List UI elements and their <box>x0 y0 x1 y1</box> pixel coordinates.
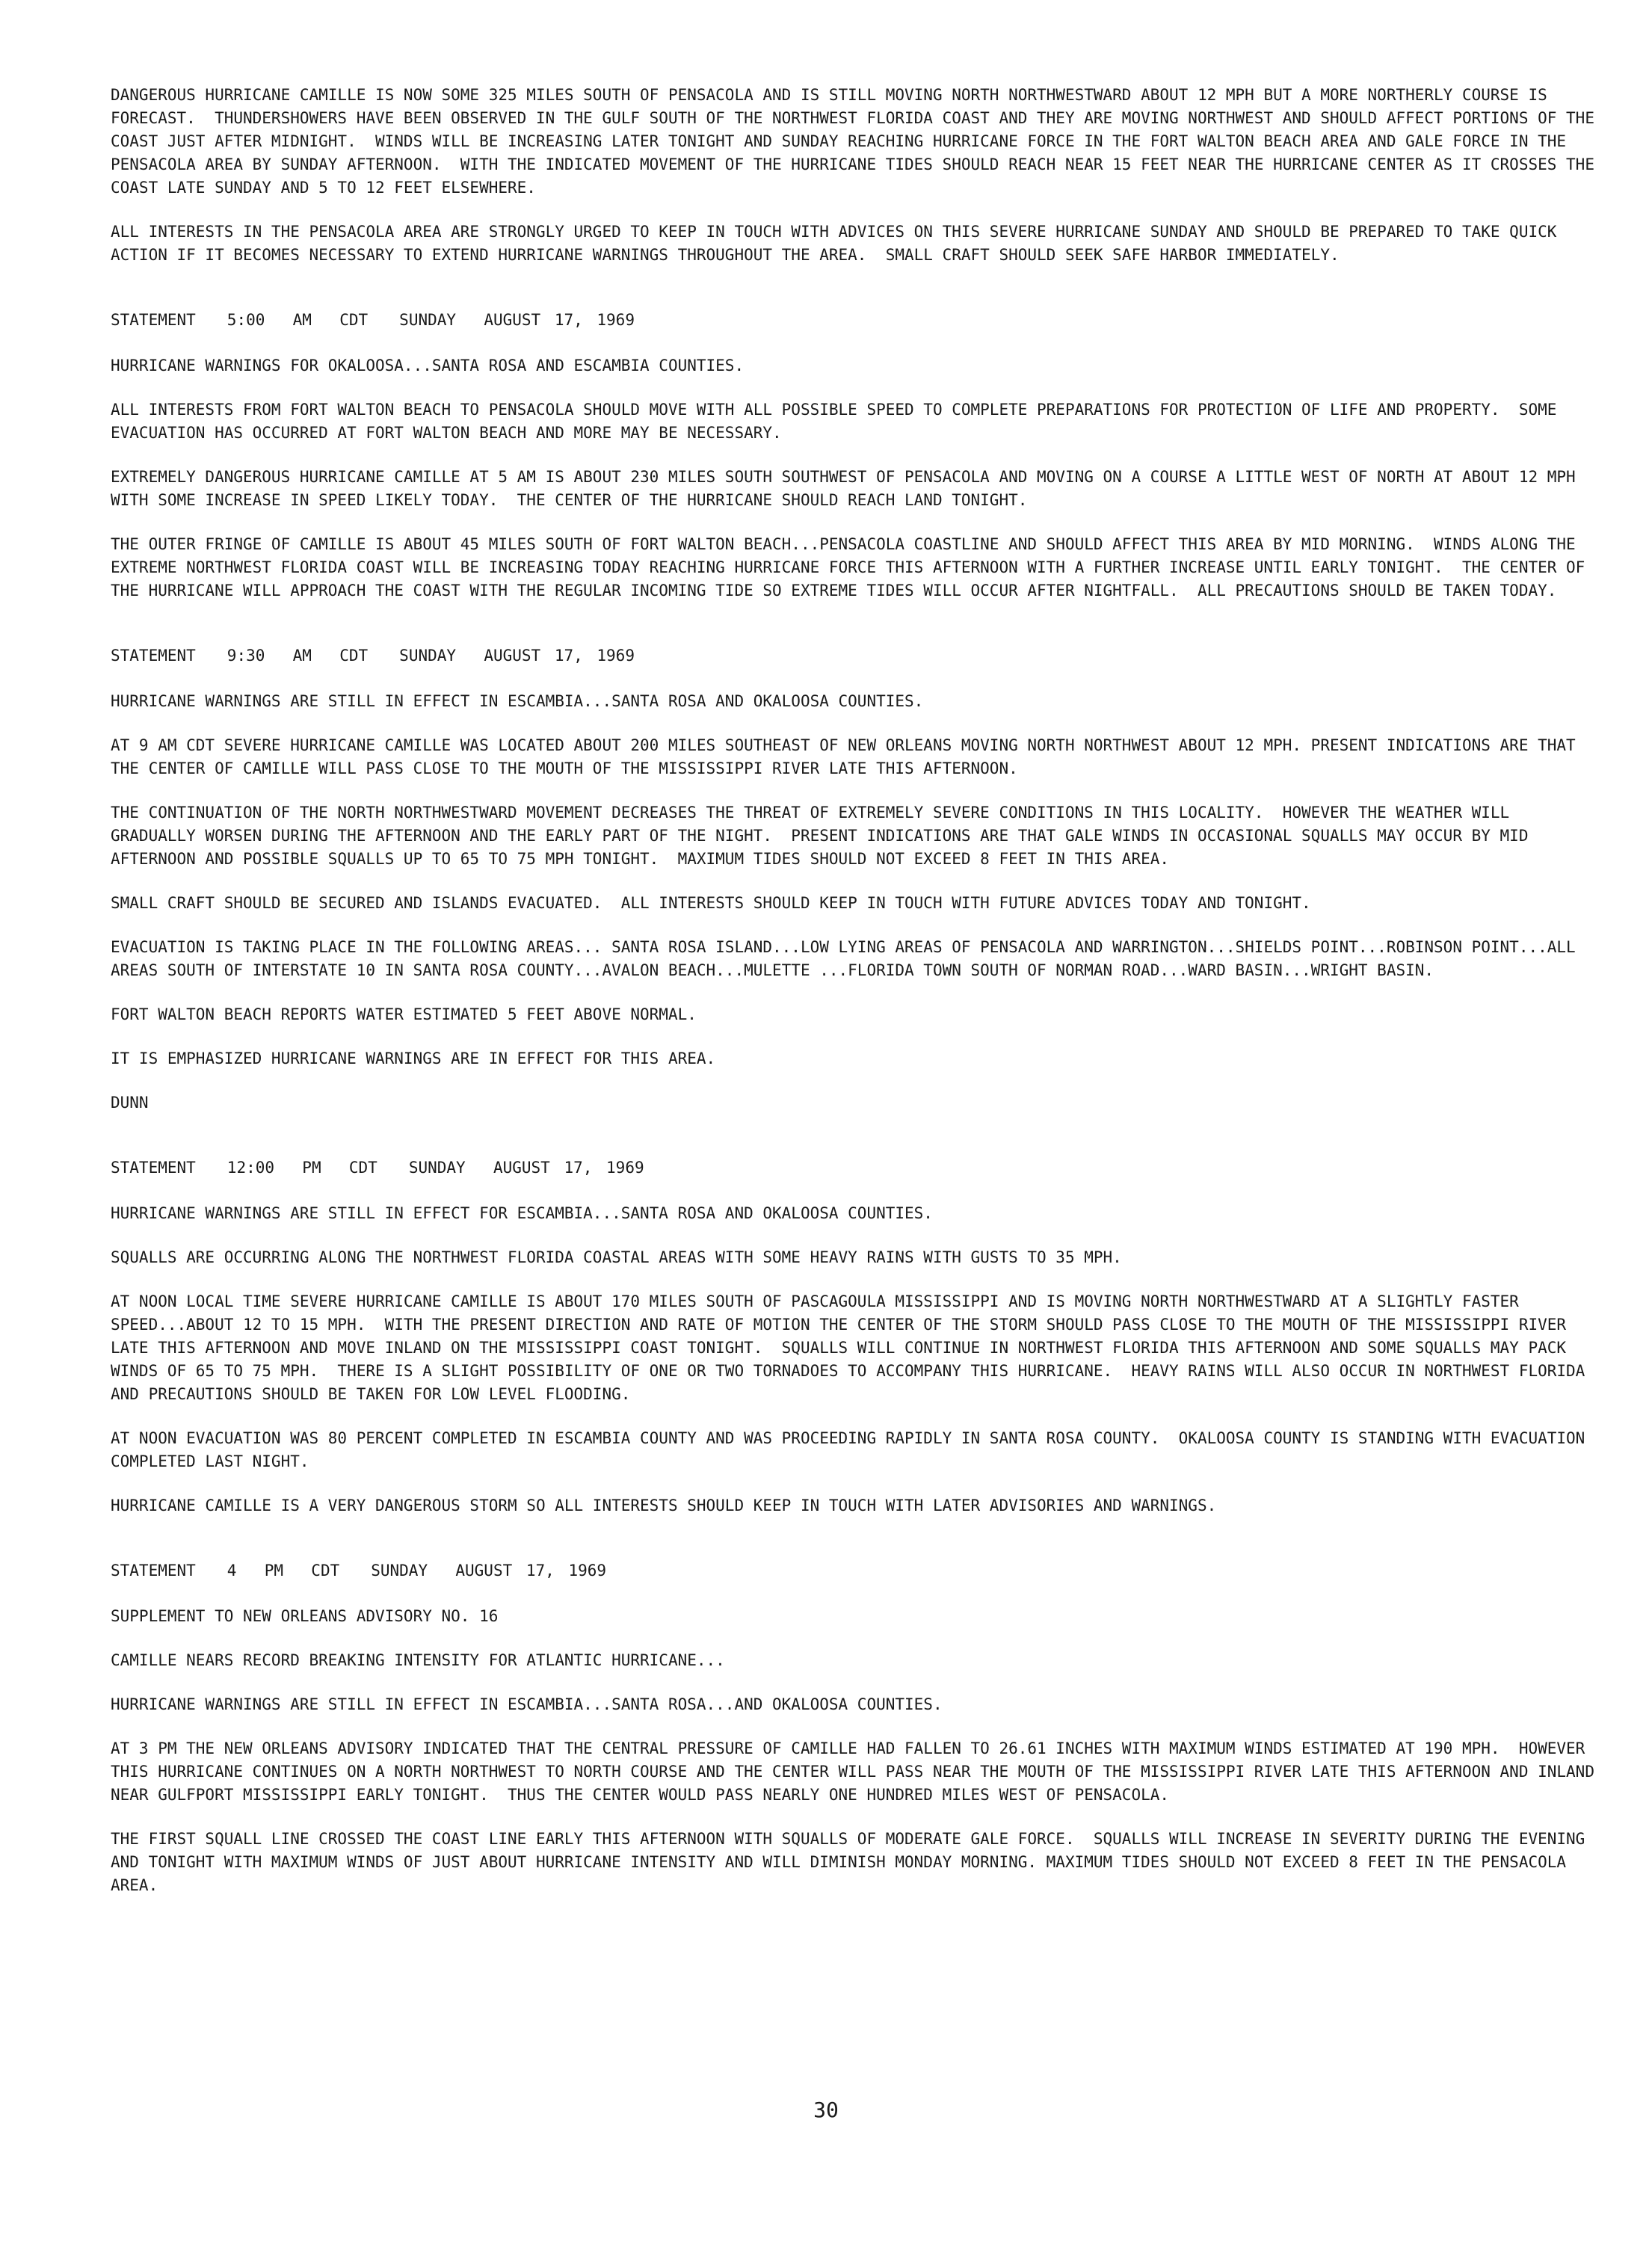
statement-date: SUNDAY AUGUST 17, 1969 <box>399 311 635 329</box>
paragraph: THE OUTER FRINGE OF CAMILLE IS ABOUT 45 MILES SOUTH OF FORT WALTON BEACH...PENSACOLA COASTLINE AND SHOULD AFFECT THIS AREA BY MID MORNING. WINDS ALONG THE EXTREME NORTHWEST FLORIDA COAST WILL BE INCREASING TODAY REACHING HURRICANE FORCE THIS AFTERNOON WITH A FURTHER INCREASE UNTIL EARLY TONIGHT. THE CENTER OF THE HURRICANE WILL APPROACH THE COAST WITH THE REGULAR INCOMING TIDE SO EXTREME TIDES WILL OCCUR AFTER NIGHTFALL. ALL PRECAUTIONS SHOULD BE TAKEN TODAY. <box>111 535 1594 600</box>
paragraph: HURRICANE WARNINGS ARE STILL IN EFFECT FOR ESCAMBIA...SANTA ROSA AND OKALOOSA COUNTIES. <box>111 1204 933 1222</box>
document-page <box>111 84 1604 1918</box>
paragraph: AT NOON LOCAL TIME SEVERE HURRICANE CAMILLE IS ABOUT 170 MILES SOUTH OF PASCAGOULA MISSISSIPPI AND IS MOVING NORTH NORTHWESTWARD AT A SLIGHTLY FASTER SPEED...ABOUT 12 TO 15 MPH. WITH THE PRESENT DIRECTION AND RATE OF MOTION THE CENTER OF THE STORM SHOULD PASS CLOSE TO THE MOUTH OF THE MISSISSIPPI RIVER LATE THIS AFTERNOON AND MOVE INLAND ON THE MISSISSIPPI COAST TONIGHT. SQUALLS WILL CONTINUE IN NORTHWEST FLORIDA THIS AFTERNOON AND SOME SQUALLS MAY PACK WINDS OF 65 TO 75 MPH. THERE IS A SLIGHT POSSIBILITY OF ONE OR TWO TORNADOES TO ACCOMPANY THIS HURRICANE. HEAVY RAINS WILL ALSO OCCUR IN NORTHWEST FLORIDA AND PRECAUTIONS SHOULD BE TAKEN FOR LOW LEVEL FLOODING. <box>111 1292 1594 1403</box>
statement-date: SUNDAY AUGUST 17, 1969 <box>399 647 635 665</box>
statement-date: SUNDAY AUGUST 17, 1969 <box>371 1562 607 1580</box>
paragraph: HURRICANE WARNINGS ARE STILL IN EFFECT IN ESCAMBIA...SANTA ROSA AND OKALOOSA COUNTIES. <box>111 692 924 710</box>
paragraph: SMALL CRAFT SHOULD BE SECURED AND ISLANDS EVACUATED. ALL INTERESTS SHOULD KEEP IN TOUCH WITH FUTURE ADVICES TODAY AND TONIGHT. <box>111 894 1311 912</box>
statement-time: 4 PM CDT <box>226 1562 340 1580</box>
paragraph: HURRICANE WARNINGS ARE STILL IN EFFECT IN ESCAMBIA...SANTA ROSA...AND OKALOOSA COUNTIES. <box>111 1695 943 1713</box>
signoff: DUNN <box>111 1094 149 1112</box>
paragraph: ALL INTERESTS FROM FORT WALTON BEACH TO PENSACOLA SHOULD MOVE WITH ALL POSSIBLE SPEED TO COMPLETE PREPARATIONS FOR PROTECTION OF LIFE AND PROPERTY. SOME EVACUATION HAS OCCURRED AT FORT WALTON BEACH AND MORE MAY BE NECESSARY. <box>111 401 1567 442</box>
statement-heading <box>111 644 1598 668</box>
statement-heading <box>111 309 1598 332</box>
statement-heading <box>111 1156 1598 1180</box>
intro-section <box>111 84 1604 267</box>
paragraph: AT 9 AM CDT SEVERE HURRICANE CAMILLE WAS LOCATED ABOUT 200 MILES SOUTHEAST OF NEW ORLEANS MOVING NORTH NORTHWEST ABOUT 12 MPH. PRESENT INDICATIONS ARE THAT THE CENTER OF CAMILLE WILL PASS CLOSE TO THE MOUTH OF THE MISSISSIPPI RIVER LATE THIS AFTERNOON. <box>111 736 1585 777</box>
paragraph: THE FIRST SQUALL LINE CROSSED THE COAST LINE EARLY THIS AFTERNOON WITH SQUALLS OF MODERATE GALE FORCE. SQUALLS WILL INCREASE IN SEVERITY DURING THE EVENING AND TONIGHT WITH MAXIMUM WINDS OF JUST ABOUT HURRICANE INTENSITY AND WILL DIMINISH MONDAY MORNING. MAXIMUM TIDES SHOULD NOT EXCEED 8 FEET IN THE PENSACOLA AREA. <box>111 1830 1594 1894</box>
paragraph: IT IS EMPHASIZED HURRICANE WARNINGS ARE IN EFFECT FOR THIS AREA. <box>111 1050 716 1067</box>
statement-1200 <box>111 1156 1598 1517</box>
paragraph: SUPPLEMENT TO NEW ORLEANS ADVISORY NO. 16 <box>111 1607 499 1625</box>
paragraph: DANGEROUS HURRICANE CAMILLE IS NOW SOME 325 MILES SOUTH OF PENSACOLA AND IS STILL MOVING NORTH NORTHWESTWARD ABOUT 12 MPH BUT A MORE NORTHERLY COURSE IS FORECAST. THUNDERSHOWERS HAVE BEEN OBSERVED IN THE GULF SOUTH OF THE NORTHWEST FLORIDA COAST AND THEY ARE MOVING NORTHWEST AND SHOULD AFFECT PORTIONS OF THE COAST JUST AFTER MIDNIGHT. WINDS WILL BE INCREASING LATER TONIGHT AND SUNDAY REACHING HURRICANE FORCE IN THE FORT WALTON BEACH AREA AND GALE FORCE IN THE PENSACOLA AREA BY SUNDAY AFTERNOON. WITH THE INDICATED MOVEMENT OF THE HURRICANE TIDES SHOULD REACH NEAR 15 FEET NEAR THE HURRICANE CENTER AS IT CROSSES THE COAST LATE SUNDAY AND 5 TO 12 FEET ELSEWHERE. <box>111 86 1604 197</box>
statement-date: SUNDAY AUGUST 17, 1969 <box>408 1159 644 1177</box>
statement-time: 12:00 PM CDT <box>226 1159 377 1177</box>
paragraph: EXTREMELY DANGEROUS HURRICANE CAMILLE AT 5 AM IS ABOUT 230 MILES SOUTH SOUTHWEST OF PENSACOLA AND MOVING ON A COURSE A LITTLE WEST OF NORTH AT ABOUT 12 MPH WITH SOME INCREASE IN SPEED LIKELY TODAY. THE CENTER OF THE HURRICANE SHOULD REACH LAND TONIGHT. <box>111 468 1585 509</box>
statement-label: STATEMENT <box>111 311 196 329</box>
paragraph: SQUALLS ARE OCCURRING ALONG THE NORTHWEST FLORIDA COASTAL AREAS WITH SOME HEAVY RAINS WITH GUSTS TO 35 MPH. <box>111 1248 1122 1266</box>
statement-label: STATEMENT <box>111 647 196 665</box>
statement-label: STATEMENT <box>111 1159 196 1177</box>
paragraph: EVACUATION IS TAKING PLACE IN THE FOLLOWING AREAS... SANTA ROSA ISLAND...LOW LYING AREAS OF PENSACOLA AND WARRINGTON...SHIELDS POINT...ROBINSON POINT...ALL AREAS SOUTH OF INTERSTATE 10 IN SANTA ROSA COUNTY...AVALON BEACH...MULETTE ...FLORIDA TOWN SOUTH OF NORMAN ROAD...WARD BASIN...WRIGHT BASIN. <box>111 938 1585 979</box>
paragraph: CAMILLE NEARS RECORD BREAKING INTENSITY FOR ATLANTIC HURRICANE... <box>111 1651 725 1669</box>
paragraph: AT NOON EVACUATION WAS 80 PERCENT COMPLETED IN ESCAMBIA COUNTY AND WAS PROCEEDING RAPIDLY IN SANTA ROSA COUNTY. OKALOOSA COUNTY IS STANDING WITH EVACUATION COMPLETED LAST NIGHT. <box>111 1429 1594 1470</box>
paragraph: AT 3 PM THE NEW ORLEANS ADVISORY INDICATED THAT THE CENTRAL PRESSURE OF CAMILLE HAD FALLEN TO 26.61 INCHES WITH MAXIMUM WINDS ESTIMATED AT 190 MPH. HOWEVER THIS HURRICANE CONTINUES ON A NORTH NORTHWEST TO NORTH COURSE AND THE CENTER WILL PASS NEAR THE MOUTH OF THE MISSISSIPPI RIVER LATE THIS AFTERNOON AND INLAND NEAR GULFPORT MISSISSIPPI EARLY TONIGHT. THUS THE CENTER WOULD PASS NEARLY ONE HUNDRED MILES WEST OF PENSACOLA. <box>111 1739 1604 1804</box>
paragraph: THE CONTINUATION OF THE NORTH NORTHWESTWARD MOVEMENT DECREASES THE THREAT OF EXTREMELY SEVERE CONDITIONS IN THIS LOCALITY. HOWEVER THE WEATHER WILL GRADUALLY WORSEN DURING THE AFTERNOON AND THE EARLY PART OF THE NIGHT. PRESENT INDICATIONS ARE THAT GALE WINDS IN OCCASIONAL SQUALLS MAY OCCUR BY MID AFTERNOON AND POSSIBLE SQUALLS UP TO 65 TO 75 MPH TONIGHT. MAXIMUM TIDES SHOULD NOT EXCEED 8 FEET IN THIS AREA. <box>111 804 1538 868</box>
statement-time: 5:00 AM CDT <box>226 311 369 329</box>
statement-0500 <box>111 309 1598 603</box>
paragraph: HURRICANE CAMILLE IS A VERY DANGEROUS STORM SO ALL INTERESTS SHOULD KEEP IN TOUCH WITH LATER ADVISORIES AND WARNINGS. <box>111 1497 1217 1514</box>
statement-0930 <box>111 644 1598 1115</box>
page-number: 30 <box>813 2098 839 2122</box>
paragraph: FORT WALTON BEACH REPORTS WATER ESTIMATED 5 FEET ABOVE NORMAL. <box>111 1005 697 1023</box>
statement-1600 <box>111 1559 1604 1897</box>
paragraph: ALL INTERESTS IN THE PENSACOLA AREA ARE STRONGLY URGED TO KEEP IN TOUCH WITH ADVICES ON THIS SEVERE HURRICANE SUNDAY AND SHOULD BE PREPARED TO TAKE QUICK ACTION IF IT BECOMES NECESSARY TO EXTEND HURRICANE WARNINGS THROUGHOUT THE AREA. SMALL CRAFT SHOULD SEEK SAFE HARBOR IMMEDIATELY. <box>111 223 1567 264</box>
statement-time: 9:30 AM CDT <box>226 647 369 665</box>
statement-label: STATEMENT <box>111 1562 196 1580</box>
paragraph: HURRICANE WARNINGS FOR OKALOOSA...SANTA ROSA AND ESCAMBIA COUNTIES. <box>111 357 745 375</box>
statement-heading <box>111 1559 1598 1583</box>
